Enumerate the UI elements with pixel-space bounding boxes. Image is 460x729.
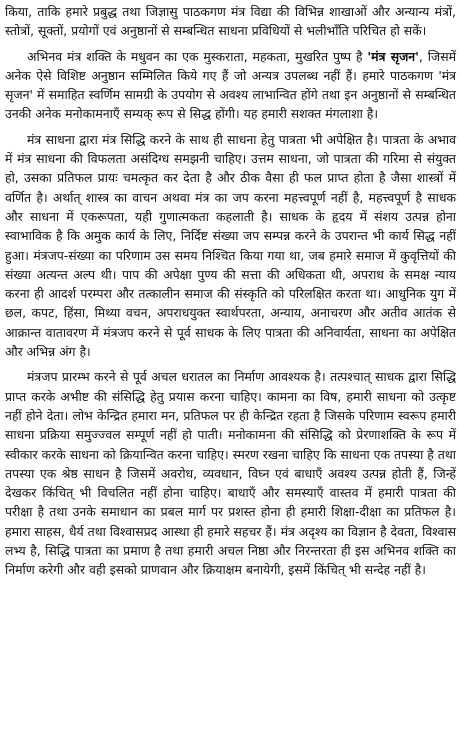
paragraph-mantrajap xyxy=(5,367,456,579)
paragraph-mantrajap-text: मंत्रजप प्रारम्भ करने से पूर्व अचल धरातल का निर्माण आवश्यक है। तत्पश्चात् साधक द्वारा सिद्धि प्राप्त करके अभीष्ट की संसिद्धि हेतु प्रयास करना चाहिए। कामना का विष, हमारी साधना को उत्कृष्ट नहीं होने देता। लोभ केन्द्रित हमारा मन, प्रतिफल पर ही केन्द्रित रहता है जिसके परिणाम स्वरूप हमारी साधना प्रक्रिया समुज्ज्वल सम्पूर्ण नहीं हो पाती। मनोकामना की संसिद्धि को प्रेरणाशक्ति के रूप में स्वीकार करके साधना को क्रियान्वित करना चाहिए। स्मरण रखना चाहिए कि साधना एक तपस्या है तथा तपस्या एक श्रेष्ठ साधन है जिसमें अवरोध, व्यवधान, विघ्न एवं बाधाएँ अवश्य उत्पन्न होती हैं, जिन्हें देखकर किंचित् भी विचलित नहीं होना चाहिए। बाधाएँ और समस्याएँ वास्तव में हमारी पात्रता की परीक्षा है तथा उनके समाधान का प्रबल मार्ग पर प्रशस्त होना ही हमारी शिक्षा-दीक्षा का प्रतिफल है। हमारा साहस, धैर्य तथा विश्वासप्रद आस्था ही हमारे सहचर हैं। मंत्र अदृश्य का विज्ञान है देवता, विश्वास लभ्य है, सिद्धि पात्रता का प्रमाण है तथा हमारी अचल निष्ठा और निरन्तरता ही इस अभिनव शक्ति का निर्माण करेगी और वही इसको प्राणवान और क्रियाक्षम बनायेगी, इसमें किंचित् भी सन्देह नहीं है। xyxy=(5,369,456,578)
document-page xyxy=(5,2,456,727)
paragraph-intro-text: किया, ताकि हमारे प्रबुद्ध तथा जिज्ञासु पाठकगण मंत्र विद्या की विभिन्न शाखाओं और अन्यान्य मंत्रों, स्तोत्रों, सूक्तों, प्रयोगों एवं अनुष्ठानों से सम्बन्धित साधना प्रविधियों से भलीभाँति परिचित हो सकें। xyxy=(5,4,456,39)
paragraph-patrata-text: मंत्र साधना द्वारा मंत्र सिद्धि करने के साथ ही साधना हेतु पात्रता भी अपेक्षित है। पात्रता के अभाव में मंत्र साधना की विफलता असंदिग्ध समझनी चाहिए। उत्तम साधना, जो पात्रता की गरिमा से संयुक्त हो, उसका प्रतिफल प्रायः चमत्कृत कर देता है और ठीक वैसा ही फल प्राप्त होता है जैसा शास्त्रों में वर्णित है। अर्थात् शास्त्र का वाचन अथवा मंत्र का जप करना महत्त्वपूर्ण नहीं है, महत्त्वपूर्ण है साधक और साधना में एकरूपता, यही गुणात्मकता कहलाती है। साधक के हृदय में संशय उत्पन्न होना स्वाभाविक है कि अमुक कार्य के लिए, निर्दिष्ट संख्या जप सम्पन्न करने के उपरान्त भी कार्य सिद्ध नहीं हुआ। मंत्रजप-संख्या का परिणाम उस समय निश्चित किया गया था, जब हमारे समाज में कुवृत्तियों की संख्या अत्यन्त अल्प थी। पाप की अपेक्षा पुण्य की सत्ता की अधिकता थी, अपराध के समक्ष न्याय करना ही आदर्श परम्परा और तत्कालीन समाज की संस्कृति को परिलक्षित करता था। आधुनिक युग में छल, कपट, हिंसा, मिथ्या वचन, अपराधयुक्त स्वार्थपरता, अन्याय, अनाचरण और अतीव आतंक से आक्रान्त वातावरण में मंत्रजप करने से पूर्व साधक के लिए पात्रता की अनिवार्यता, साधना का अपेक्षित और अभिन्न अंग है। xyxy=(5,131,456,360)
paragraph-mantra-srijan xyxy=(5,47,456,124)
paragraph-patrata xyxy=(5,130,456,362)
paragraph-intro xyxy=(5,2,456,41)
paragraph-mantra-srijan-text-after: , जिसमें अनेक ऐसे विशिष्ट अनुष्ठान सम्मिलित किये गए हैं जो अन्यत्र उपलब्ध नहीं हैं। हमारे पाठकगण 'मंत्र सृजन' में समाहित स्वर्णिम सामग्री के उपयोग से अवश्य लाभान्वित होंगे तथा इन अनुष्ठानों से सम्बन्धित उनकी अनेक मनोकामनाएँ सम्यक् रूप से सिद्ध होंगी। यह हमारी सशक्त मंगलाशा है। xyxy=(5,48,456,122)
paragraph-mantra-srijan-text-before: अभिनव मंत्र शक्ति के मधुवन का एक मुस्कराता, महकता, मुखरित पुष्प है xyxy=(27,48,368,64)
book-title-highlight: 'मंत्र सृजन' xyxy=(367,48,419,64)
